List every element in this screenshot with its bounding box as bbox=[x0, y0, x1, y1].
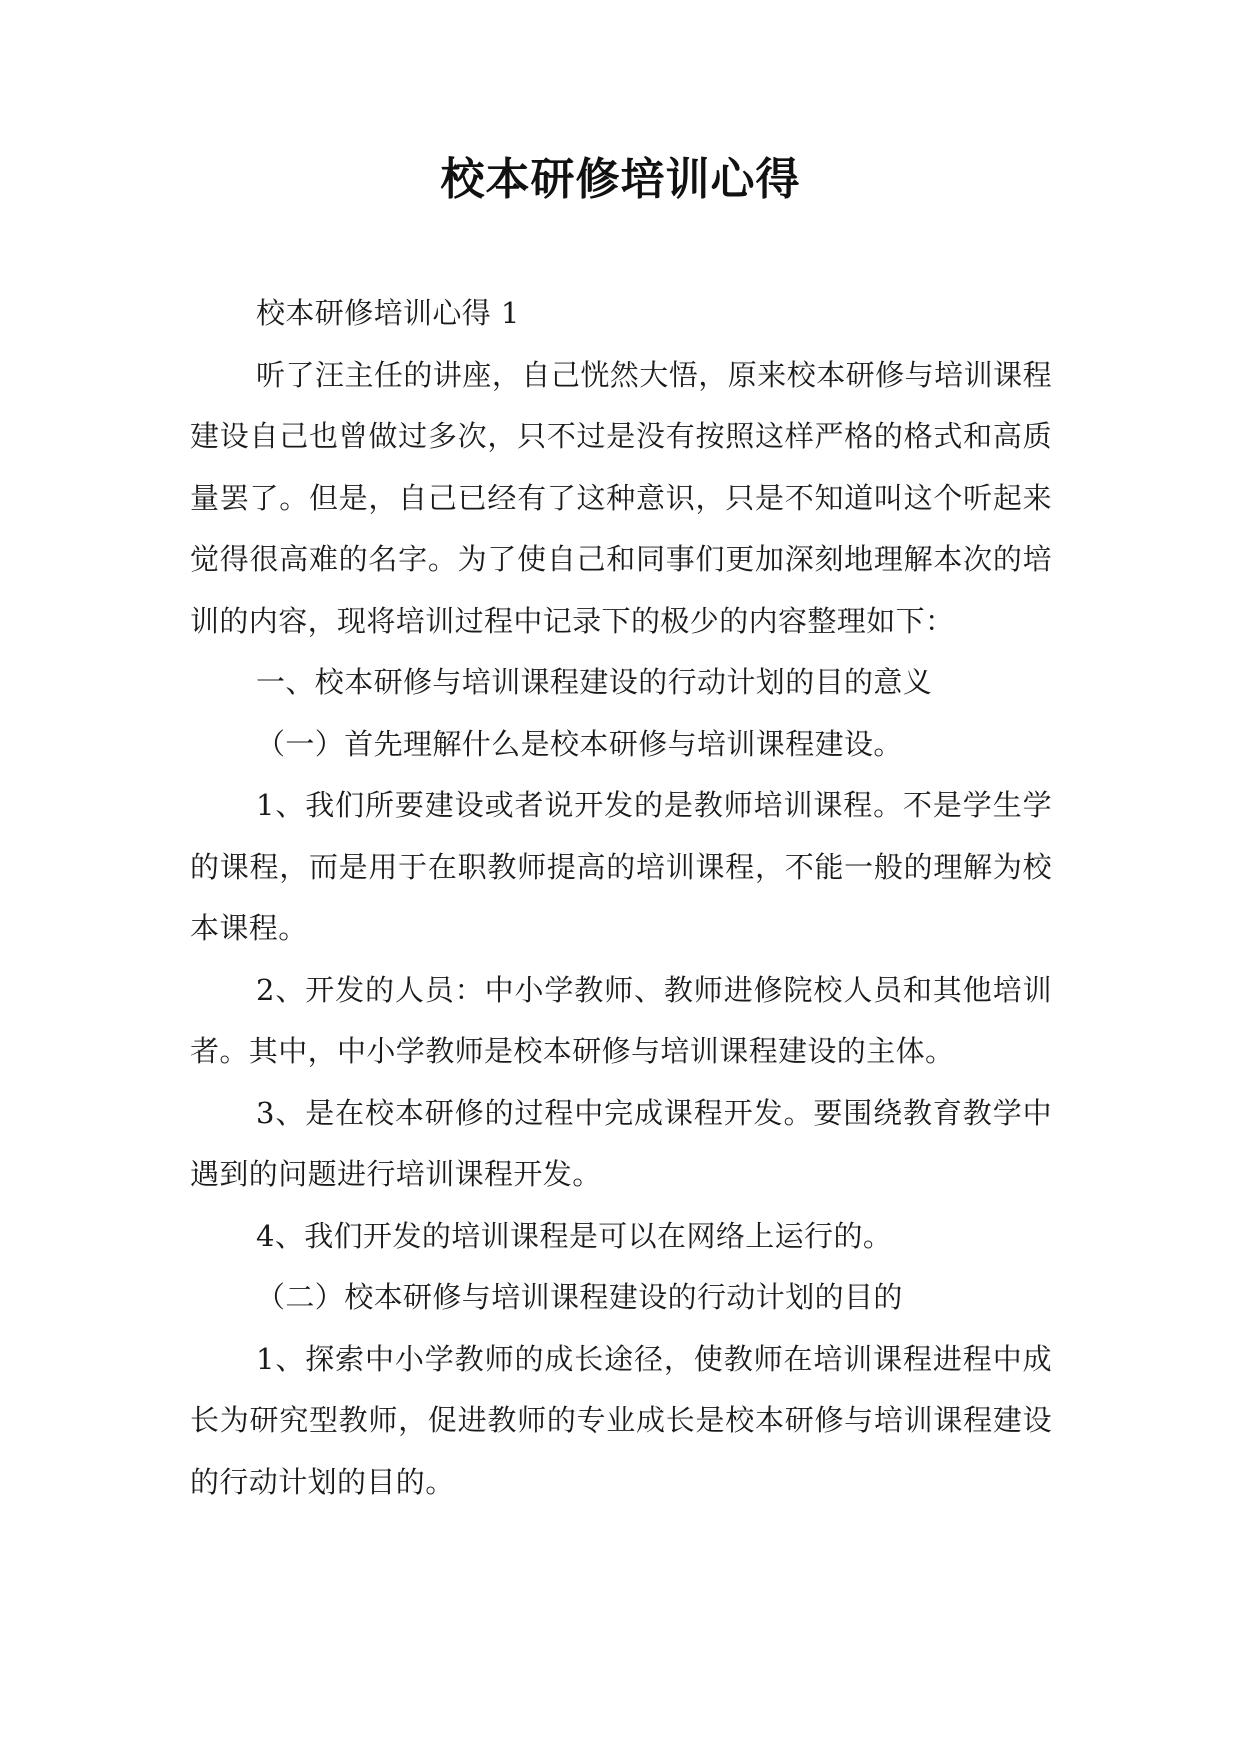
section-heading: 一、校本研修与培训课程建设的行动计划的目的意义 bbox=[256, 665, 933, 699]
document-body bbox=[190, 283, 1052, 1513]
list-item: 3、是在校本研修的过程中完成课程开发。要围绕教育教学中遇到的问题进行培训课程开发。 bbox=[190, 1095, 1052, 1191]
subtitle-paragraph: 校本研修培训心得 1 bbox=[256, 296, 520, 330]
document-title: 校本研修培训心得 bbox=[440, 154, 801, 205]
subsection-heading: （二）校本研修与培训课程建设的行动计划的目的 bbox=[256, 1280, 903, 1314]
list-item: 4、我们开发的培训课程是可以在网络上运行的。 bbox=[256, 1218, 893, 1253]
body-paragraph: 听了汪主任的讲座，自己恍然大悟，原来校本研修与培训课程建设自己也曾做过多次，只不过是没有按照这样严格的格式和高质量罢了。但是，自己已经有了这种意识，只是不知道叫这个听起来觉得很高难的名字。为了使自己和同事们更加深刻地理解本次的培训的内容，现将培训过程中记录下的极少的内容整理如下： bbox=[190, 357, 1052, 638]
list-item: 1、探索中小学教师的成长途径，使教师在培训课程进程中成长为研究型教师，促进教师的专业成长是校本研修与培训课程建设的行动计划的目的。 bbox=[190, 1341, 1052, 1499]
list-item: 2、开发的人员：中小学教师、教师进修院校人员和其他培训者。其中，中小学教师是校本研修与培训课程建设的主体。 bbox=[190, 972, 1052, 1068]
list-item: 1、我们所要建设或者说开发的是教师培训课程。不是学生学的课程，而是用于在职教师提高的培训课程，不能一般的理解为校本课程。 bbox=[190, 788, 1052, 945]
subsection-heading: （一）首先理解什么是校本研修与培训课程建设。 bbox=[256, 726, 903, 761]
